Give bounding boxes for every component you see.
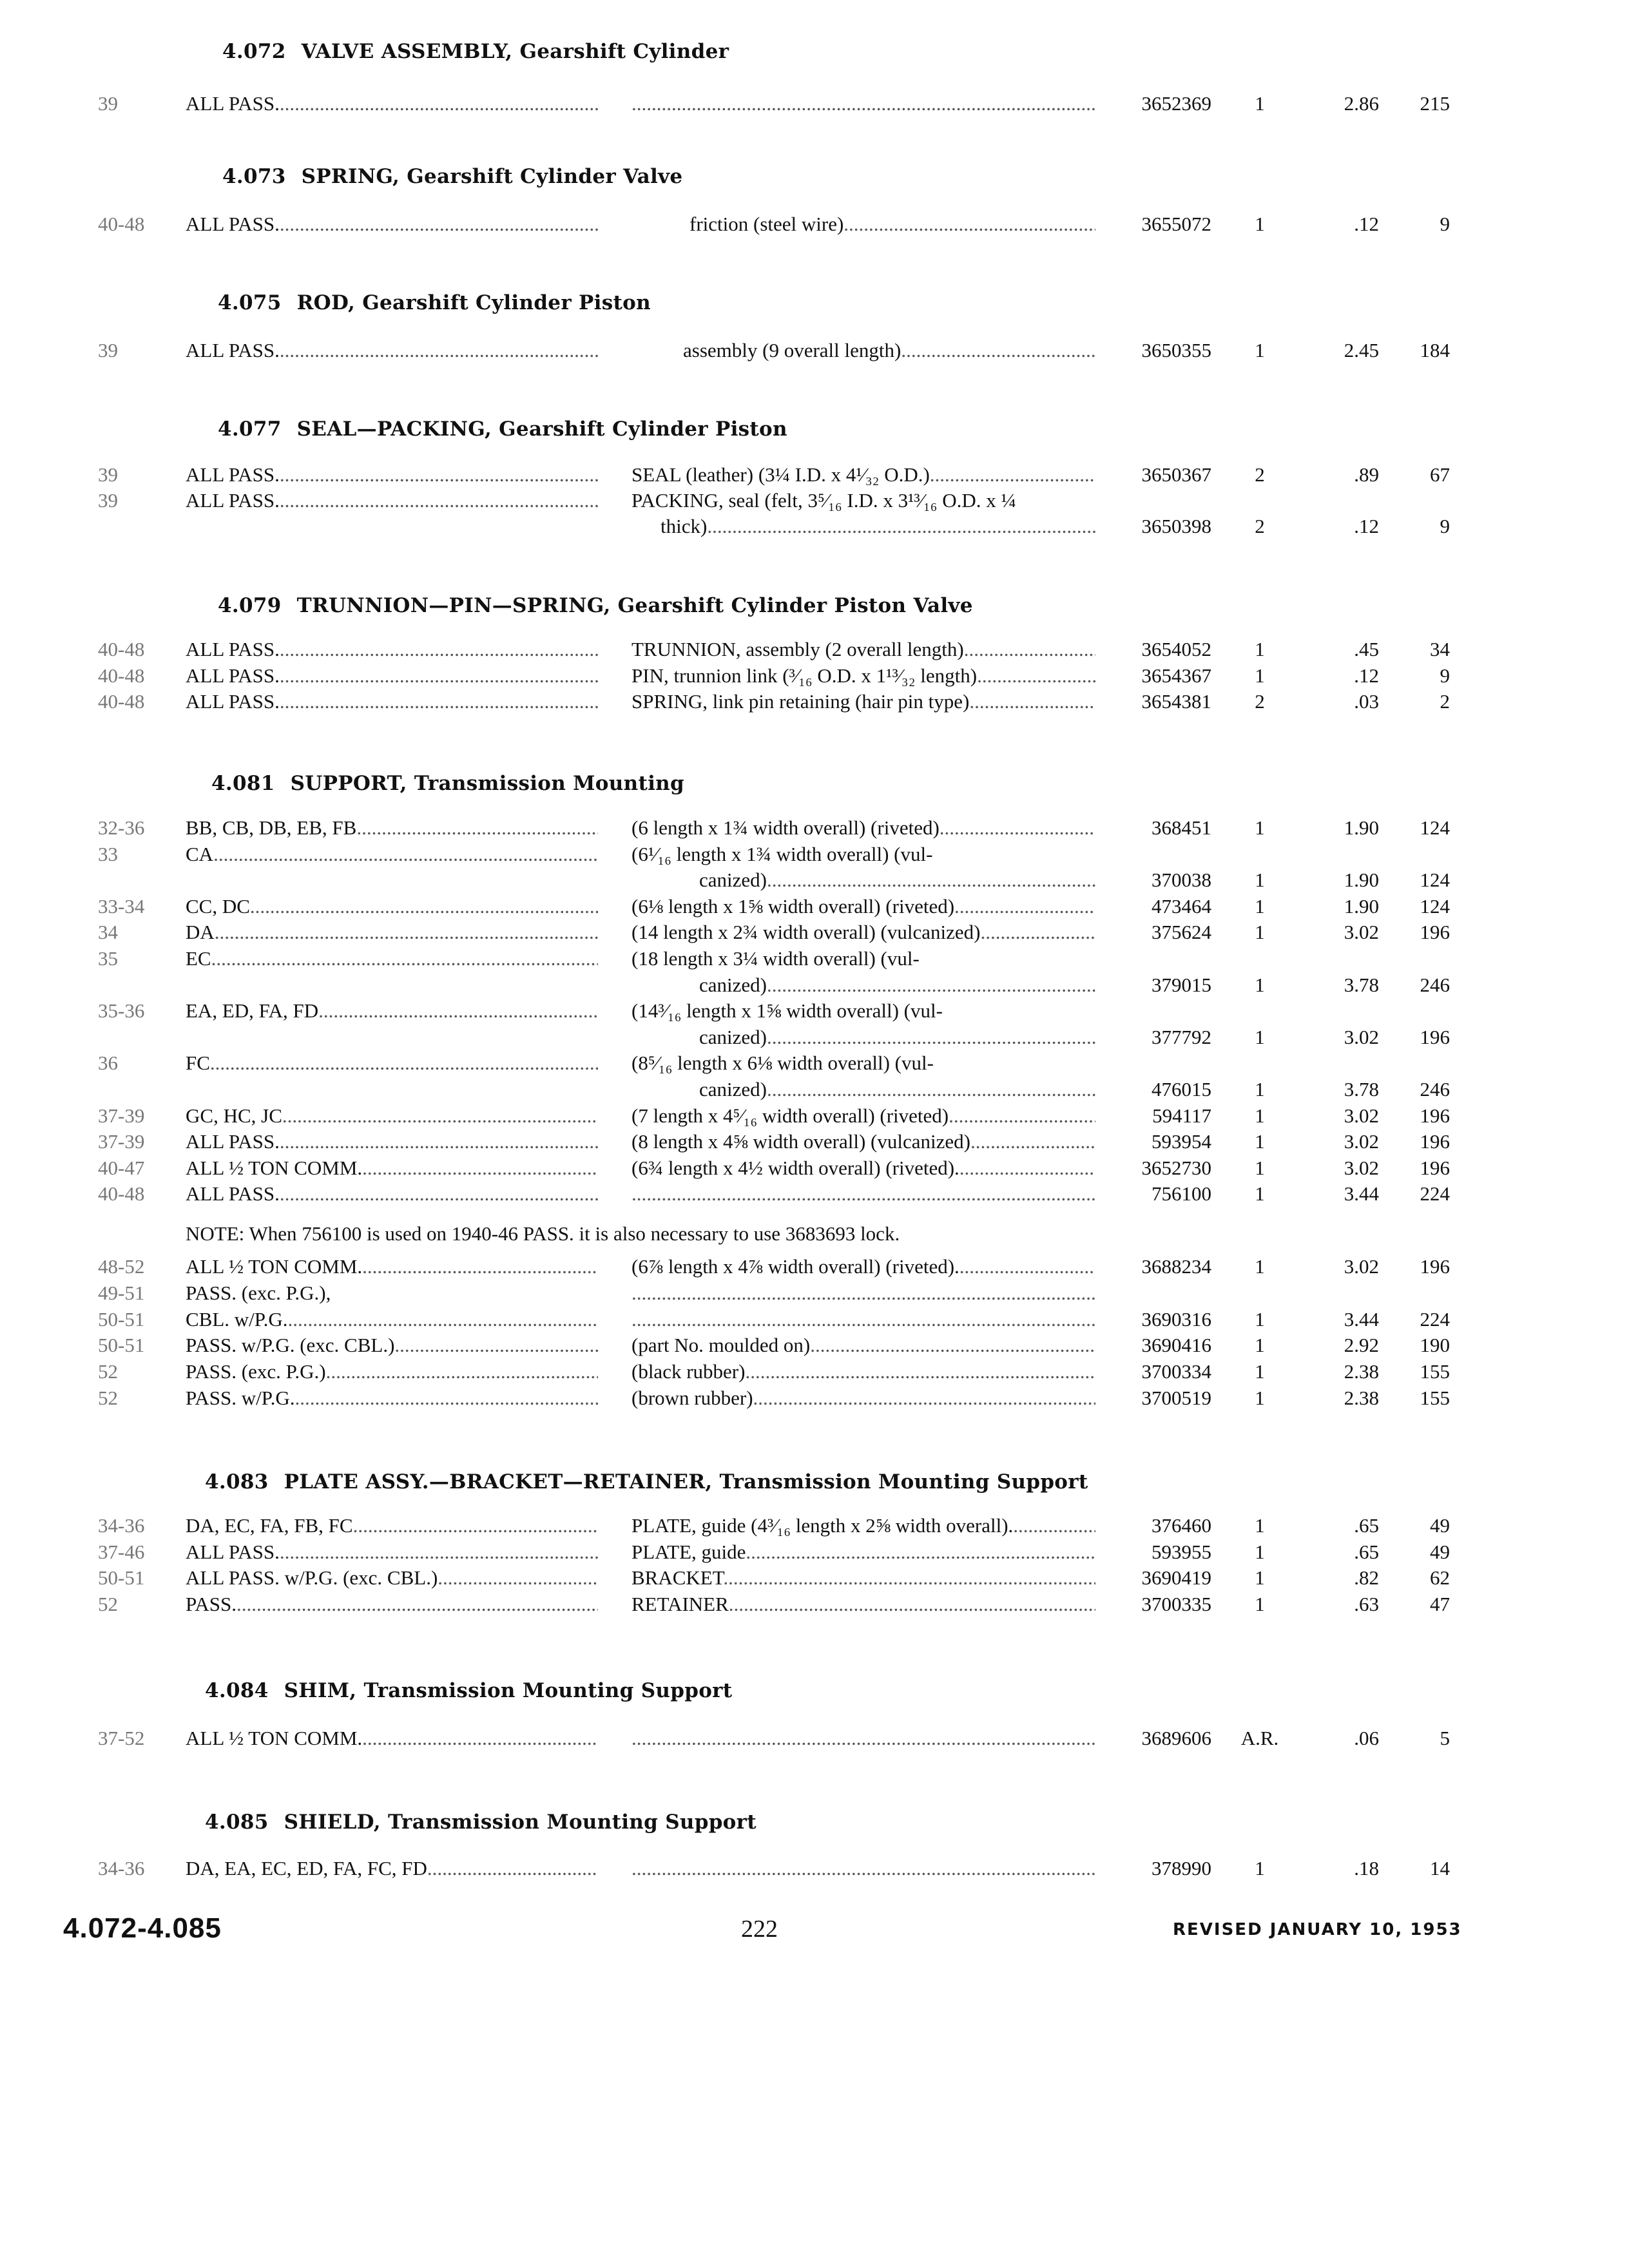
section-title-4083 (205, 1470, 1088, 1494)
year-cell: 52 (98, 1360, 118, 1383)
year-cell: 40-47 (98, 1156, 145, 1179)
weight: 124 (1420, 869, 1450, 892)
description-cell (631, 1727, 1095, 1750)
weight: 246 (1420, 973, 1450, 996)
quantity: 1 (1255, 816, 1265, 839)
description-cell: (6⅛ length x 1⅝ width overall) (riveted) ..... (631, 895, 1095, 918)
part-number: 3652369 (1141, 92, 1211, 115)
section-heading: PLATE ASSY.—BRACKET—RETAINER, Transmission Mounting Support (284, 1470, 1088, 1494)
quantity: 1 (1255, 1104, 1265, 1127)
model-cell: EC ..... (186, 947, 598, 970)
part-number: 379015 (1152, 973, 1211, 996)
weight: 67 (1430, 463, 1450, 486)
model-cell: ALL PASS. ..... (186, 1541, 598, 1564)
section-title-4073 (222, 165, 682, 188)
price: 3.78 (1344, 1078, 1379, 1100)
description-cell: (14³⁄₁₆ length x 1⅝ width overall) (vul- (631, 999, 943, 1023)
model-cell: CA ..... (186, 843, 598, 866)
price: .82 (1354, 1566, 1379, 1589)
description-cell: (6⅞ length x 4⅞ width overall) (riveted). ..... (631, 1255, 1095, 1278)
quantity: 1 (1255, 869, 1265, 892)
year-cell: 49-51 (98, 1281, 145, 1304)
price: .06 (1354, 1727, 1379, 1749)
part-number: 3688234 (1141, 1255, 1211, 1278)
model-cell: FC ..... (186, 1052, 598, 1075)
price: 3.02 (1344, 1156, 1379, 1179)
price: 3.02 (1344, 1255, 1379, 1278)
price: 2.38 (1344, 1360, 1379, 1383)
price: .89 (1354, 463, 1379, 486)
description-cell: assembly (9 overall length) ..... (683, 339, 1095, 362)
description-cell: PLATE, guide (4³⁄₁₆ length x 2⅝ width overall). ..... (631, 1514, 1095, 1537)
model-cell: PASS. (exc. P.G.), (186, 1281, 331, 1304)
price: .12 (1354, 213, 1379, 235)
year-cell: 40-48 (98, 638, 145, 660)
section-title-4085 (205, 1811, 757, 1834)
weight: 49 (1430, 1540, 1450, 1563)
description-cell: friction (steel wire) ..... (689, 213, 1095, 236)
weight: 215 (1420, 92, 1450, 115)
weight: 124 (1420, 816, 1450, 839)
weight: 196 (1420, 1255, 1450, 1278)
quantity: 1 (1255, 1514, 1265, 1537)
model-cell: BB, CB, DB, EB, FB ..... (186, 816, 598, 840)
weight: 5 (1440, 1727, 1450, 1749)
model-cell: PASS. w/P.G. ..... (186, 1387, 598, 1410)
weight: 196 (1420, 921, 1450, 944)
year-cell: 34-36 (98, 1514, 145, 1537)
section-title-4072 (222, 40, 729, 63)
model-cell: ALL PASS. ..... (186, 690, 598, 713)
model-cell: ALL PASS. ..... (186, 1130, 598, 1153)
quantity: 1 (1255, 1566, 1265, 1589)
description-cell: TRUNNION, assembly (2 overall length) ..... (631, 638, 1095, 661)
year-cell: 33 (98, 842, 118, 865)
part-number: 593954 (1152, 1130, 1211, 1153)
section-heading: SEAL—PACKING, Gearshift Cylinder Piston (296, 418, 787, 441)
price: 2.38 (1344, 1387, 1379, 1409)
weight: 190 (1420, 1334, 1450, 1357)
weight: 196 (1420, 1130, 1450, 1153)
model-cell: DA, EA, EC, ED, FA, FC, FD ..... (186, 1857, 598, 1880)
description-cell: (black rubber) ..... (631, 1360, 1095, 1383)
part-number: 3654052 (1141, 638, 1211, 660)
section-number: 4.081 (211, 772, 275, 795)
part-number: 378990 (1152, 1857, 1211, 1879)
weight: 155 (1420, 1360, 1450, 1383)
model-cell: PASS. w/P.G. (exc. CBL.) ..... (186, 1334, 598, 1357)
year-cell: 37-39 (98, 1130, 145, 1153)
price: .63 (1354, 1592, 1379, 1615)
description-cell (631, 1282, 1095, 1305)
description-cell: PLATE, guide ..... (631, 1541, 1095, 1564)
section-heading: VALVE ASSEMBLY, Gearshift Cylinder (301, 40, 729, 63)
weight: 49 (1430, 1514, 1450, 1537)
weight: 124 (1420, 894, 1450, 918)
description-cell: (6 length x 1¾ width overall) (riveted) ..... (631, 816, 1095, 840)
section-number: 4.072 (222, 40, 286, 63)
part-number: 593955 (1152, 1540, 1211, 1563)
description-cell: SEAL (leather) (3¼ I.D. x 4¹⁄₃₂ O.D.) ..... (631, 463, 1095, 486)
section-heading: SHIELD, Transmission Mounting Support (284, 1811, 757, 1834)
weight: 47 (1430, 1592, 1450, 1615)
quantity: 1 (1255, 92, 1265, 115)
part-number: 3690416 (1141, 1334, 1211, 1357)
year-cell: 39 (98, 463, 118, 486)
quantity: 1 (1255, 1857, 1265, 1879)
year-cell: 40-48 (98, 1182, 145, 1206)
price: .65 (1354, 1540, 1379, 1563)
model-cell: ALL PASS. ..... (186, 213, 598, 236)
section-number: 4.083 (205, 1470, 269, 1494)
description-cell: BRACKET ..... (631, 1566, 1095, 1590)
section-heading: SHIM, Transmission Mounting Support (284, 1679, 733, 1702)
quantity: 2 (1255, 515, 1265, 537)
part-number: 3700519 (1141, 1387, 1211, 1409)
model-cell: DA ..... (186, 921, 598, 944)
section-title-4079 (218, 594, 973, 617)
model-cell: PASS. (exc. P.G.) ..... (186, 1360, 598, 1383)
quantity: 1 (1255, 1307, 1265, 1331)
part-number: 3650398 (1141, 515, 1211, 537)
part-number: 377792 (1152, 1025, 1211, 1048)
description-cell: (7 length x 4⁵⁄₁₆ width overall) (riveted) ..... (631, 1104, 1095, 1128)
weight: 34 (1430, 638, 1450, 660)
model-cell: GC, HC, JC ..... (186, 1104, 598, 1128)
weight: 196 (1420, 1104, 1450, 1127)
weight: 9 (1440, 664, 1450, 687)
description-cell (631, 1308, 1095, 1331)
part-number: 370038 (1152, 869, 1211, 892)
weight: 184 (1420, 339, 1450, 361)
part-number: 376460 (1152, 1514, 1211, 1537)
weight: 246 (1420, 1078, 1450, 1100)
part-number: 3650367 (1141, 463, 1211, 486)
part-number: 3654367 (1141, 664, 1211, 687)
quantity: 1 (1255, 1540, 1265, 1563)
page-range: 4.072-4.085 (63, 1912, 222, 1944)
model-cell: CBL. w/P.G. ..... (186, 1308, 598, 1331)
part-number: 3650355 (1141, 339, 1211, 361)
quantity: 1 (1255, 1360, 1265, 1383)
model-cell: ALL PASS. ..... (186, 664, 598, 687)
part-number: 3700334 (1141, 1360, 1211, 1383)
year-cell: 39 (98, 489, 118, 512)
year-cell: 37-52 (98, 1727, 145, 1749)
weight: 14 (1430, 1857, 1450, 1879)
year-cell: 33-34 (98, 894, 145, 918)
model-cell: CC, DC ..... (186, 895, 598, 918)
section-title-4075 (218, 291, 651, 314)
quantity: 1 (1255, 921, 1265, 944)
price: 3.02 (1344, 1025, 1379, 1048)
price: 3.78 (1344, 973, 1379, 996)
quantity: 1 (1255, 1025, 1265, 1048)
part-number: 375624 (1152, 921, 1211, 944)
part-number: 3690419 (1141, 1566, 1211, 1589)
price: 3.44 (1344, 1307, 1379, 1331)
weight: 9 (1440, 515, 1450, 537)
section-title-4081 (211, 772, 684, 795)
description-cell: (6¹⁄₁₆ length x 1¾ width overall) (vul- (631, 842, 933, 865)
model-cell: EA, ED, FA, FD ..... (186, 999, 598, 1023)
year-cell: 52 (98, 1387, 118, 1409)
quantity: 1 (1255, 894, 1265, 918)
model-cell: ALL PASS. ..... (186, 339, 598, 362)
weight: 9 (1440, 213, 1450, 235)
part-number: 3689606 (1141, 1727, 1211, 1749)
part-number: 3654381 (1141, 690, 1211, 713)
section-number: 4.073 (222, 165, 286, 188)
year-cell: 37-39 (98, 1104, 145, 1127)
model-cell: ALL PASS. ..... (186, 638, 598, 661)
price: 3.44 (1344, 1182, 1379, 1206)
weight: 155 (1420, 1387, 1450, 1409)
section-heading: SPRING, Gearshift Cylinder Valve (301, 165, 683, 188)
quantity: 1 (1255, 1255, 1265, 1278)
model-cell: ALL PASS. ..... (186, 463, 598, 486)
part-number: 3652730 (1141, 1156, 1211, 1179)
quantity: 2 (1255, 690, 1265, 713)
model-cell: ALL ½ TON COMM. ..... (186, 1157, 598, 1180)
part-number: 3700335 (1141, 1592, 1211, 1615)
quantity: 1 (1255, 339, 1265, 361)
description-cell (631, 1182, 1095, 1206)
price: 3.02 (1344, 921, 1379, 944)
quantity: 1 (1255, 638, 1265, 660)
model-cell: ALL PASS. ..... (186, 92, 598, 115)
price: 2.86 (1344, 92, 1379, 115)
weight: 196 (1420, 1156, 1450, 1179)
revision-date: REVISED JANUARY 10, 1953 (1173, 1920, 1462, 1939)
description-cell (631, 1857, 1095, 1880)
price: 1.90 (1344, 816, 1379, 839)
section-number: 4.085 (205, 1811, 269, 1834)
year-cell: 37-46 (98, 1540, 145, 1563)
price: .45 (1354, 638, 1379, 660)
part-number: 476015 (1152, 1078, 1211, 1100)
description-cell: PIN, trunnion link (³⁄₁₆ O.D. x 1¹³⁄₃₂ length) ..... (631, 664, 1095, 687)
year-cell: 34-36 (98, 1857, 145, 1879)
part-number: 3655072 (1141, 213, 1211, 235)
model-cell: ALL ½ TON COMM. ..... (186, 1727, 598, 1750)
description-cell: canized) ..... (699, 974, 1095, 997)
price: .12 (1354, 515, 1379, 537)
description-cell: (14 length x 2¾ width overall) (vulcanized) ..... (631, 921, 1095, 944)
price: 3.02 (1344, 1104, 1379, 1127)
price: .03 (1354, 690, 1379, 713)
year-cell: 34 (98, 921, 118, 944)
part-number: 368451 (1152, 816, 1211, 839)
quantity: 1 (1255, 1156, 1265, 1179)
quantity: 1 (1255, 213, 1265, 235)
price: 2.92 (1344, 1334, 1379, 1357)
part-number: 473464 (1152, 894, 1211, 918)
year-cell: 32-36 (98, 816, 145, 839)
quantity: 1 (1255, 1078, 1265, 1100)
quantity: 1 (1255, 1182, 1265, 1206)
quantity: 1 (1255, 1387, 1265, 1409)
description-cell: (part No. moulded on) ..... (631, 1334, 1095, 1357)
description-cell: (brown rubber) ..... (631, 1387, 1095, 1410)
description-cell: RETAINER ..... (631, 1593, 1095, 1616)
year-cell: 35 (98, 947, 118, 970)
note-text: NOTE: When 756100 is used on 1940-46 PASS. it is also necessary to use 3683693 lock. (186, 1222, 900, 1245)
price: 2.45 (1344, 339, 1379, 361)
year-cell: 50-51 (98, 1307, 145, 1331)
quantity: 1 (1255, 1334, 1265, 1357)
year-cell: 52 (98, 1592, 118, 1615)
section-number: 4.079 (218, 594, 282, 617)
description-cell: (6¾ length x 4½ width overall) (riveted). ..... (631, 1157, 1095, 1180)
weight: 62 (1430, 1566, 1450, 1589)
section-number: 4.077 (218, 418, 282, 441)
quantity: 2 (1255, 463, 1265, 486)
price: .18 (1354, 1857, 1379, 1879)
year-cell: 39 (98, 339, 118, 361)
model-cell: ALL PASS. ..... (186, 489, 598, 512)
model-cell: DA, EC, FA, FB, FC ..... (186, 1514, 598, 1537)
weight: 196 (1420, 1025, 1450, 1048)
year-cell: 36 (98, 1052, 118, 1075)
section-title-4084 (205, 1679, 732, 1702)
price: .12 (1354, 664, 1379, 687)
quantity: 1 (1255, 973, 1265, 996)
year-cell: 48-52 (98, 1255, 145, 1278)
quantity: 1 (1255, 1592, 1265, 1615)
year-cell: 35-36 (98, 999, 145, 1023)
section-heading: ROD, Gearshift Cylinder Piston (296, 291, 651, 314)
description-cell: (8 length x 4⅝ width overall) (vulcanized) ..... (631, 1130, 1095, 1153)
quantity: 1 (1255, 664, 1265, 687)
weight: 224 (1420, 1182, 1450, 1206)
quantity: A.R. (1240, 1727, 1279, 1749)
description-cell: SPRING, link pin retaining (hair pin type) ..... (631, 690, 1095, 713)
description-cell: (18 length x 3¼ width overall) (vul- (631, 947, 920, 970)
description-cell (631, 92, 1095, 115)
year-cell: 50-51 (98, 1334, 145, 1357)
year-cell: 39 (98, 92, 118, 115)
year-cell: 40-48 (98, 690, 145, 713)
section-heading: TRUNNION—PIN—SPRING, Gearshift Cylinder Piston Valve (296, 594, 973, 617)
model-cell: ALL PASS. ..... (186, 1182, 598, 1206)
part-number: 3690316 (1141, 1307, 1211, 1331)
weight: 224 (1420, 1307, 1450, 1331)
price: 1.90 (1344, 894, 1379, 918)
description-cell: canized) ..... (699, 869, 1095, 892)
page-number: 222 (741, 1916, 778, 1943)
year-cell: 40-48 (98, 213, 145, 235)
description-cell: (8⁵⁄₁₆ length x 6⅛ width overall) (vul- (631, 1052, 934, 1075)
price: 3.02 (1344, 1130, 1379, 1153)
section-title-4077 (218, 418, 787, 441)
quantity: 1 (1255, 1130, 1265, 1153)
description-cell: thick) ..... (660, 515, 1095, 538)
section-heading: SUPPORT, Transmission Mounting (290, 772, 684, 795)
weight: 2 (1440, 690, 1450, 713)
year-cell: 50-51 (98, 1566, 145, 1589)
description-cell: canized) ..... (699, 1078, 1095, 1101)
model-cell: ALL PASS. w/P.G. (exc. CBL.) ..... (186, 1566, 598, 1590)
description-cell: PACKING, seal (felt, 3⁵⁄₁₆ I.D. x 3¹³⁄₁₆ O.D. x ¼ (631, 489, 1016, 512)
year-cell: 40-48 (98, 664, 145, 687)
section-number: 4.084 (205, 1679, 269, 1702)
model-cell: PASS. ..... (186, 1593, 598, 1616)
price: .65 (1354, 1514, 1379, 1537)
description-cell: canized) ..... (699, 1026, 1095, 1049)
part-number: 756100 (1152, 1182, 1211, 1206)
part-number: 594117 (1152, 1104, 1211, 1127)
price: 1.90 (1344, 869, 1379, 892)
section-number: 4.075 (218, 291, 282, 314)
model-cell: ALL ½ TON COMM. ..... (186, 1255, 598, 1278)
